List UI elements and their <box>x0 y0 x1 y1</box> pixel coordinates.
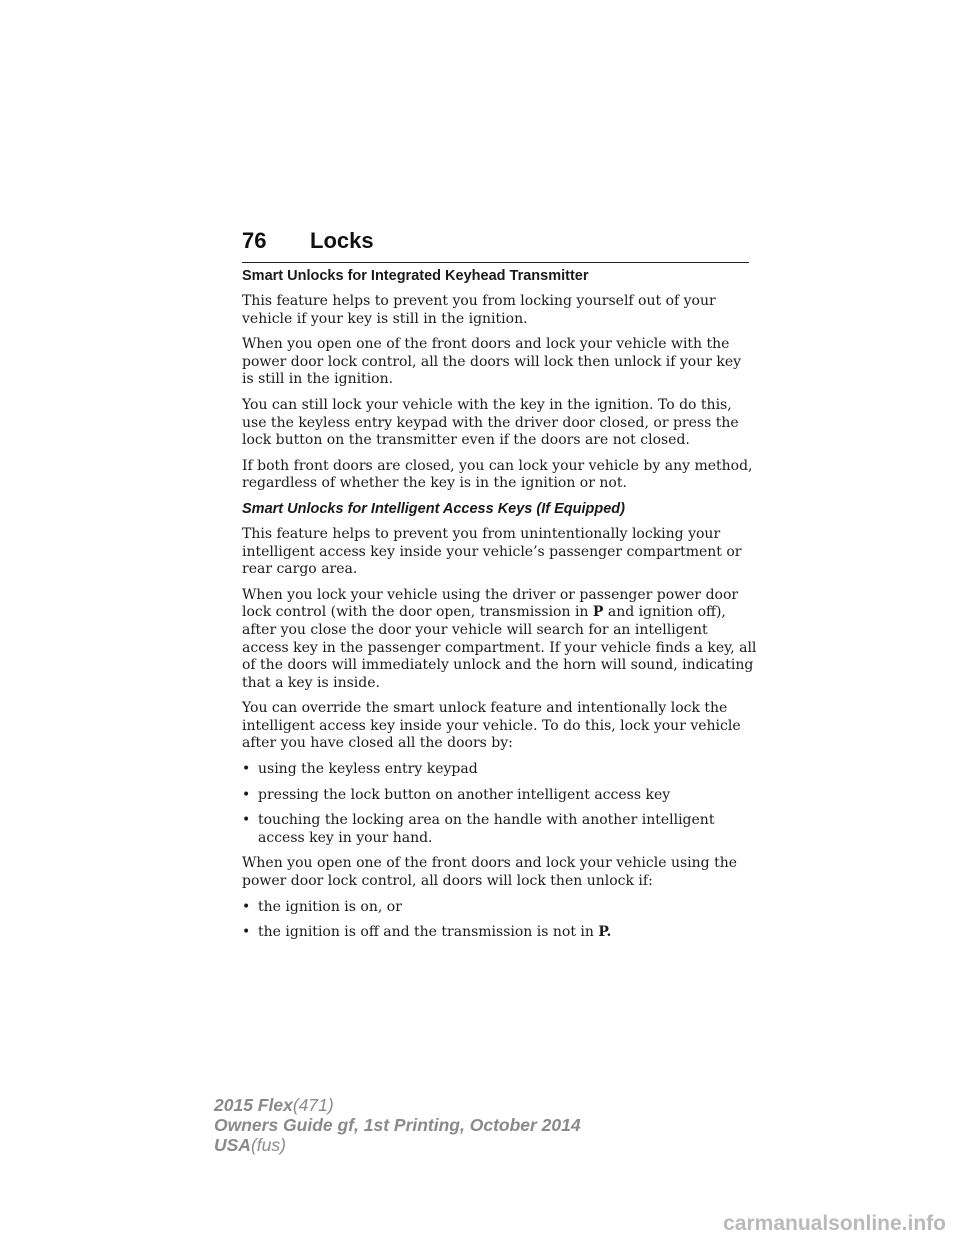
paragraph: This feature helps to prevent you from unintentionally locking your intelligent access key inside your vehicle’s passenger compartment or rear cargo area. <box>242 525 742 578</box>
page-header <box>242 228 749 263</box>
footer-line-model <box>214 1095 581 1115</box>
footer-code: (471) <box>292 1095 334 1115</box>
bullet-icon: • <box>242 924 251 941</box>
paragraph: If both front doors are closed, you can lock your vehicle by any method, regardless of whether the key is in the ignition or not. <box>242 457 753 492</box>
list-item-text: touching the locking area on the handle with another intelligent access key in your hand. <box>258 812 715 846</box>
bullet-icon: • <box>242 786 251 803</box>
footer-market-code: (fus) <box>250 1135 286 1155</box>
paragraph: This feature helps to prevent you from locking yourself out of your vehicle if your key is still in the ignition. <box>242 293 716 327</box>
footer-line-printing: Owners Guide gf, 1st Printing, October 2014 <box>214 1115 581 1135</box>
paragraph-text: When you lock your vehicle using the driver or passenger power door lock control (with the door open, transmission in <box>242 586 739 621</box>
paragraph: You can still lock your vehicle with the key in the ignition. To do this, use the keyless entry keypad with the driver door closed, or press the lock button on the transmitter even if the doors are not closed. <box>242 396 739 449</box>
paragraph: When you open one of the front doors and lock your vehicle using the power door lock control, all doors will lock then unlock if: <box>242 855 737 890</box>
list-item <box>242 812 757 847</box>
section-title: Locks <box>310 228 374 253</box>
list-item <box>242 924 757 942</box>
bullet-icon: • <box>242 898 251 915</box>
paragraph-text: and ignition off), after you close the door your vehicle will search for an intelligent access key in the passenger compartment. If your vehicle finds a key, all of the doors will immediately unlock and the horn will sound, indicating that a key is inside. <box>242 604 757 691</box>
page-content <box>242 268 757 950</box>
park-symbol: P. <box>598 924 612 941</box>
paragraph <box>242 587 757 693</box>
list-item <box>242 761 757 779</box>
footer-line-market <box>214 1135 581 1155</box>
heading-intelligent-access: Smart Unlocks for Intelligent Access Keys (If Equipped) <box>242 500 625 517</box>
list-item-text: the ignition is on, or <box>258 898 402 915</box>
list-item-text <box>258 924 757 942</box>
list-item <box>242 899 757 917</box>
watermark: carmanualsonline.info <box>723 1212 946 1235</box>
list-item <box>242 787 757 805</box>
page-number: 76 <box>242 228 267 253</box>
paragraph: You can override the smart unlock feature and intentionally lock the intelligent access key inside your vehicle. To do this, lock your vehicle after you have closed all the doors by: <box>242 700 741 752</box>
park-symbol: P <box>592 604 604 621</box>
footer-model: 2015 Flex <box>214 1095 293 1115</box>
footer-market: USA <box>214 1135 251 1155</box>
bullet-icon: • <box>242 812 251 829</box>
heading-integrated-keyhead: Smart Unlocks for Integrated Keyhead Transmitter <box>242 268 589 284</box>
list-item-text: using the keyless entry keypad <box>258 761 478 778</box>
bullet-icon: • <box>242 761 251 778</box>
paragraph: When you open one of the front doors and lock your vehicle with the power door lock control, all the doors will lock then unlock if your key is still in the ignition. <box>242 336 742 388</box>
list-item-text: pressing the lock button on another intelligent access key <box>258 786 671 803</box>
list-item-text-part: the ignition is off and the transmission is not in <box>258 924 599 941</box>
print-footer <box>214 1095 581 1155</box>
